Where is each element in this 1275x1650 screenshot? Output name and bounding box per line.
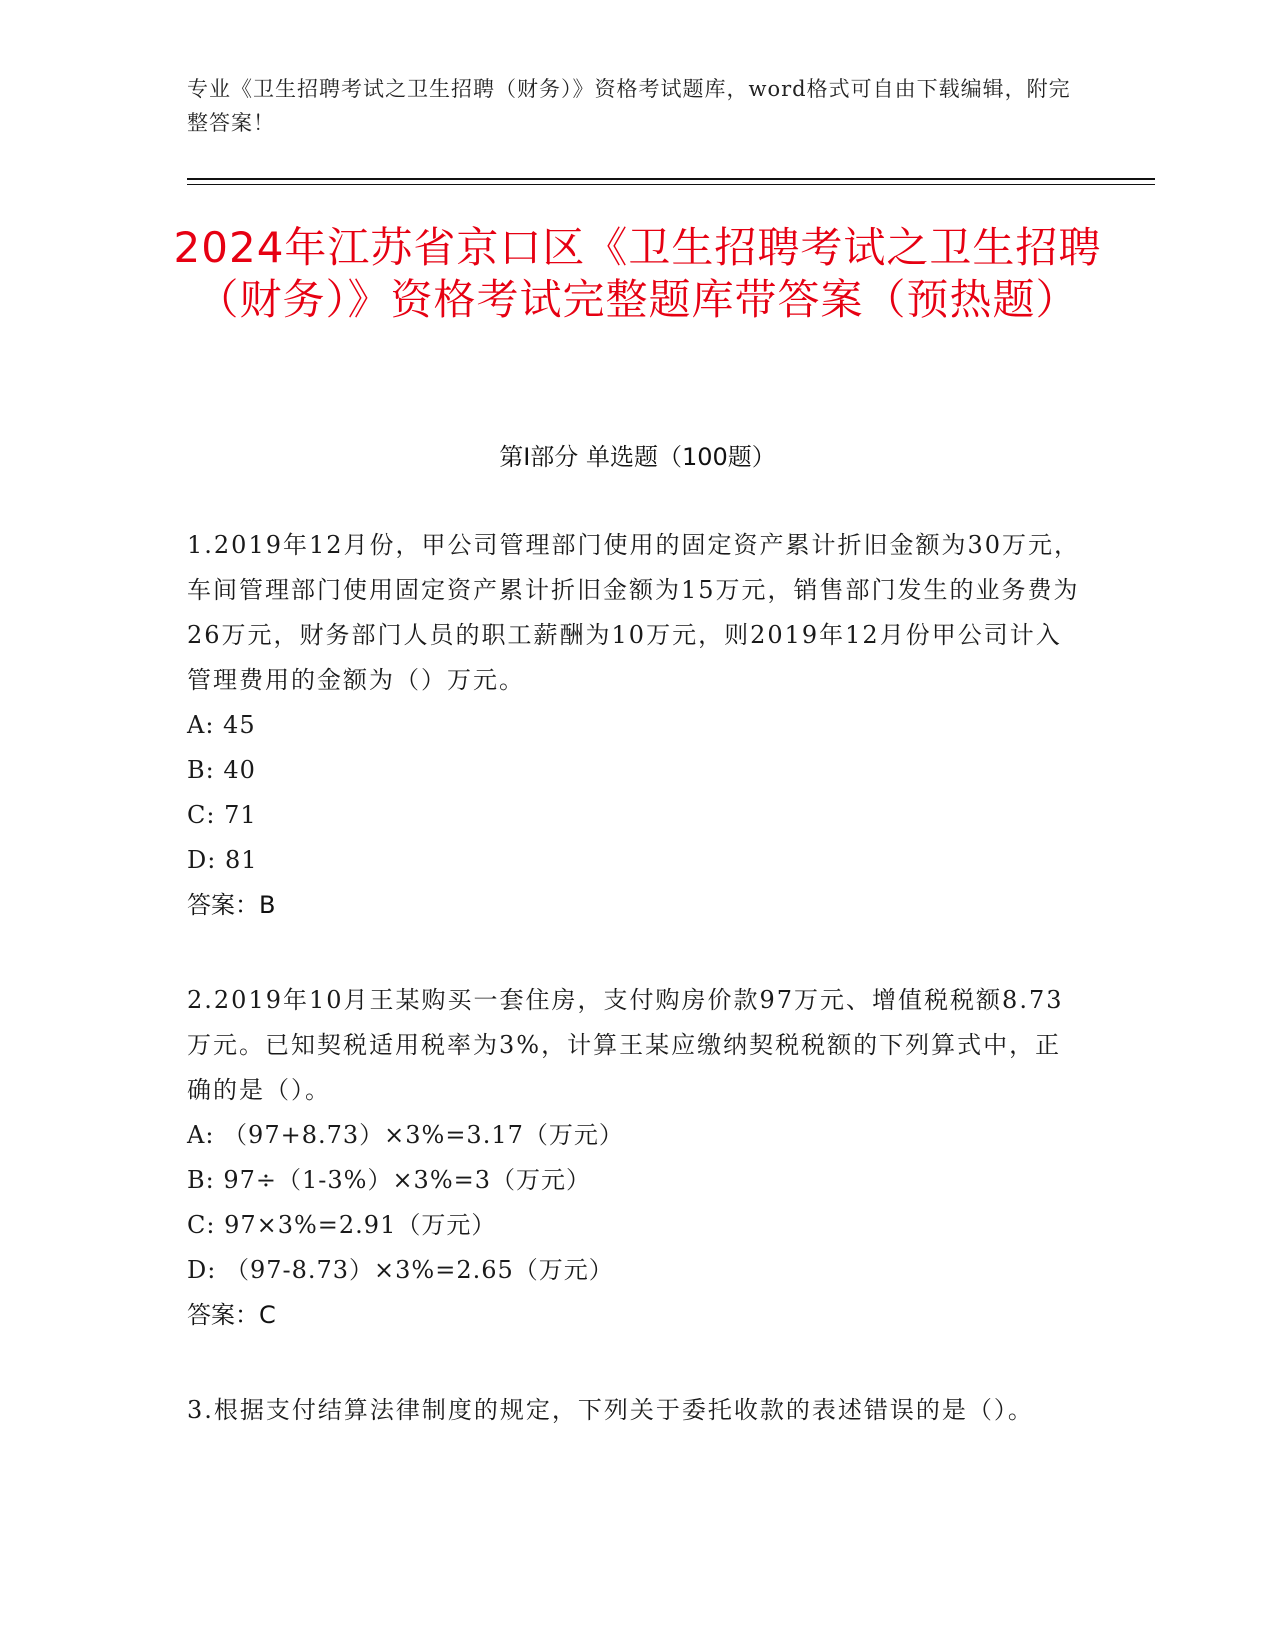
document-title: 2024年江苏省京口区《卫生招聘考试之卫生招聘（财务）》资格考试完整题库带答案（预热题） <box>173 223 1102 324</box>
section-title: 第Ⅰ部分 单选题（100题） <box>499 443 776 471</box>
option-a: A: 45 <box>187 711 256 739</box>
option-d: D: 81 <box>187 846 258 874</box>
option-a: A: （97+8.73）×3%=3.17（万元） <box>187 1121 624 1149</box>
option-b: B: 97÷（1-3%）×3%=3（万元） <box>187 1166 592 1194</box>
question-stem: 1.2019年12月份，甲公司管理部门使用的固定资产累计折旧金额为30万元，车间管理部门使用固定资产累计折旧金额为15万元，销售部门发生的业务费为26万元，财务部门人员的职工薪酬为10万元，则2019年12月份甲公司计入管理费用的金额为（）万元。 <box>187 531 1081 694</box>
question-2 <box>187 978 1087 1338</box>
answer-label: 答案：C <box>187 1301 276 1329</box>
question-stem: 3.根据支付结算法律制度的规定，下列关于委托收款的表述错误的是（）。 <box>187 1396 1034 1424</box>
question-3 <box>187 1388 1087 1433</box>
option-d: D: （97-8.73）×3%=2.65（万元） <box>187 1256 614 1284</box>
header-rule-thin <box>187 184 1155 185</box>
header-note: 专业《卫生招聘考试之卫生招聘（财务）》资格考试题库，word格式可自由下载编辑，附完整答案！ <box>187 77 1071 135</box>
option-b: B: 40 <box>187 756 256 784</box>
question-stem: 2.2019年10月王某购买一套住房，支付购房价款97万元、增值税税额8.73万元。已知契税适用税率为3%，计算王某应缴纳契税税额的下列算式中，正确的是（）。 <box>187 986 1064 1104</box>
question-1 <box>187 523 1087 928</box>
option-c: C: 71 <box>187 801 257 829</box>
header-rule-thick <box>187 178 1155 180</box>
answer-label: 答案：B <box>187 891 276 919</box>
option-c: C: 97×3%=2.91（万元） <box>187 1211 497 1239</box>
